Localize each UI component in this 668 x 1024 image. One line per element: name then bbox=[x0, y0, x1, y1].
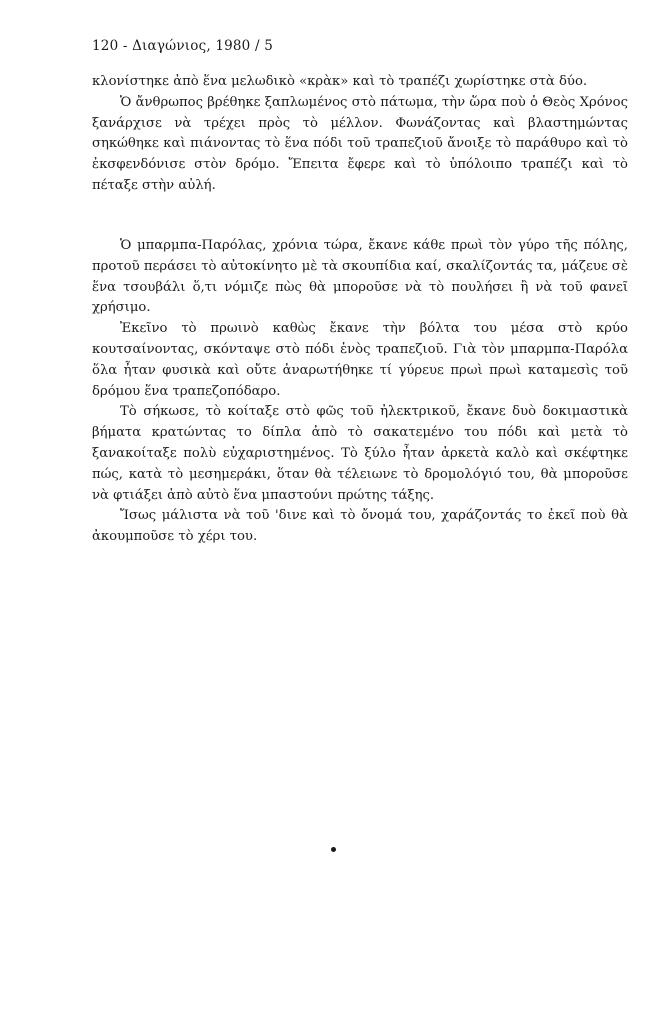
section-end-dot bbox=[331, 847, 336, 852]
paragraph: Ὁ ἄνθρωπος βρέθηκε ξαπλωμένος στὸ πάτωμα, τὴν ὥρα ποὺ ὁ Θεὸς Χρόνος ξανάρχισε νὰ τρέχει πρὸς τὸ μέλλον. Φωνάζοντας καὶ βλαστημώντας σηκώθηκε καὶ πιάνοντας τὸ ἕνα πόδι τοῦ τραπεζιοῦ ἄνοιξε τὸ παράθυρο καὶ τὸ ἐκσφενδόνισε στὸν δρόμο. Ἔπειτα ἔφερε καὶ τὸ ὑπόλοιπο τραπέζι καὶ τὸ πέταξε στὴν αὐλή. bbox=[92, 94, 628, 193]
paragraph: Ὁ μπαρμπα-Παρόλας, χρόνια τώρα, ἔκανε κάθε πρωὶ τὸν γύρο τῆς πόλης, προτοῦ περάσει τὸ αὐτοκίνητο μὲ τὰ σκουπίδια καί, σκαλίζοντάς τα, μάζευε σὲ ἕνα τσουβάλι ὅ,τι νόμιζε πὼς θὰ μποροῦσε νὰ τὸ πουλήσει ἢ νὰ τοῦ φανεῖ χρήσιμο. bbox=[92, 238, 628, 316]
text-section-2 bbox=[92, 236, 628, 548]
paragraph-continuation: κλονίστηκε ἀπὸ ἕνα μελωδικὸ «κρὰκ» καὶ τὸ τραπέζι χωρίστηκε στὰ δύο. bbox=[92, 74, 588, 89]
paragraph: Τὸ σήκωσε, τὸ κοίταξε στὸ φῶς τοῦ ἠλεκτρικοῦ, ἔκανε δυὸ δοκιμαστικὰ βήματα κρατώντας το δίπλα ἀπὸ τὸ σακατεμένο του πόδι καὶ μετὰ τὸ ξανακοίταξε πολὺ εὐχαριστημένος. Τὸ ξύλο ἦταν ἀρκετὰ καλὸ καὶ σκέφτηκε πώς, κατὰ τὸ μεσημεράκι, ὅταν θὰ τέλειωνε τὸ δρομολόγιό του, θὰ μποροῦσε νὰ φτιάξει ἀπὸ αὐτὸ ἕνα μπαστούνι πρώτης τάξης. bbox=[92, 404, 628, 503]
running-head: 120 - Διαγώνιος, 1980 / 5 bbox=[92, 38, 273, 54]
text-section-1 bbox=[92, 72, 628, 197]
paragraph: Ἴσως μάλιστα νὰ τοῦ 'δινε καὶ τὸ ὄνομά του, χαράζοντάς το ἐκεῖ ποὺ θὰ ἀκουμποῦσε τὸ χέρι του. bbox=[92, 508, 628, 545]
paragraph: Ἐκεῖνο τὸ πρωινὸ καθὼς ἔκανε τὴν βόλτα του μέσα στὸ κρύο κουτσαίνοντας, σκόνταψε στὸ πόδι ἑνὸς τραπεζιοῦ. Γιὰ τὸν μπαρμπα-Παρόλα ὅλα ἦταν φυσικὰ καὶ οὔτε ἀναρωτήθηκε τί γύρευε πρωὶ πρωὶ καταμεσὶς τοῦ δρόμου ἕνα τραπεζοπόδαρο. bbox=[92, 321, 628, 399]
